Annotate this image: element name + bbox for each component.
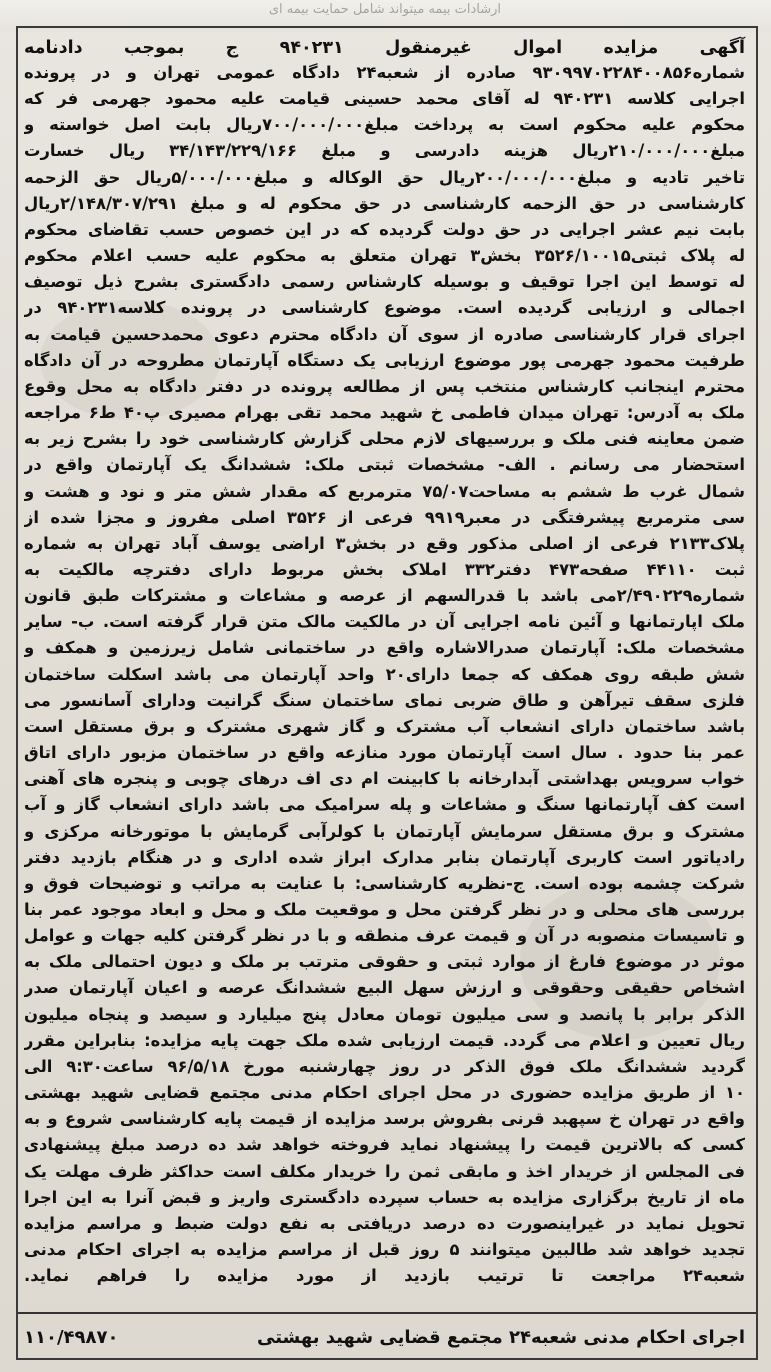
header-word: ج	[225, 38, 239, 58]
body-line: فی المجلس از خریدار اخذ و مابقی ثمن را خریدار مکلف است حداکثر ظرف مهلت یک	[24, 1161, 745, 1181]
body-line: له توسط این اجرا توقیف و بوسیله کارشناس رسمی دادگستری بشرح ذیل توصیف	[24, 272, 745, 292]
body-line: اجرای قرار کارشناسی صادره از سوی آن دادگاه محترم دعوی محمدحسین قیامت به	[24, 324, 745, 344]
header-word: غیرمنقول	[385, 38, 472, 58]
body-line: مشترک و برق مستقل سرمایش آپارتمان با کولرآبی گرمایش با موتورخانه مرکزی و	[24, 821, 745, 841]
ad-header-line	[24, 38, 745, 58]
ad-footer	[24, 1318, 745, 1358]
body-line: تحویل نماید در غیراینصورت ده درصد دریافتی به نفع دولت ضبط و مراسم مزایده	[24, 1213, 745, 1233]
body-line: واقع در تهران خ سپهبد قرنی بفروش برسد مزایده از قیمت پایه کارشناسی شروع و به	[24, 1109, 745, 1129]
body-line: محترم اینجانب کارشناس منتخب پس از مطالعه پرونده در دفتر دادگاه به محل وقوع	[24, 376, 745, 396]
body-line: باشد ساختمان دارای انشعاب آب مشترک و گاز شهری مشترک و برق مستقل است	[24, 716, 745, 736]
body-line: فلزی سقف تیرآهن و طاق ضربی نمای ساختمان سنگ گرانیت ودارای آسانسور می	[24, 690, 745, 710]
body-line: شش طبقه روی همکف که جمعا دارای۲۰ واحد آپارتمان می باشد اسکلت ساختمان	[24, 664, 745, 684]
body-line: بررسی های محلی و در نظر گرفتن محل و موقعیت ملک و محل و ابعاد موجود عمر بنا	[24, 900, 745, 919]
header-word: بموجب	[123, 38, 185, 58]
ad-body-text	[24, 60, 745, 1289]
body-line: است کف آپارتمانها سنگ و مشاعات و پله سرامیک می باشد دارای انشعاب گاز و آب	[24, 795, 745, 815]
footer-code: ۱۱۰/۴۹۸۷۰	[24, 1327, 119, 1348]
body-line: موثر در موضوع فارغ از موارد ثبتی و حقوقی مترتب بر ملک و دیون احتمالی ملک به	[24, 952, 745, 972]
body-line: اجمالی و ارزیابی گردیده است. موضوع کارشناسی در پرونده کلاسه۹۴۰۲۳۱ در	[24, 298, 745, 318]
footer-divider	[18, 1312, 756, 1314]
body-line: و تاسیسات منصوبه در آن و قیمت عرف منطقه و با در نظر گرفتن کلیه جهات و عوامل	[24, 926, 745, 946]
body-line: شماره۹۳۰۹۹۷۰۲۲۸۴۰۰۸۵۶ صادره از شعبه۲۴ دادگاه عمومی تهران و در پرونده	[24, 63, 745, 82]
header-word: مزایده	[603, 38, 659, 58]
body-line: سی مترمربع پیشرفتگی در معبر۹۹۱۹ فرعی از ۳۵۲۶ اصلی مفروز و مجزا شده از	[24, 507, 745, 527]
body-line: تجدید خواهد شد طالبین میتوانند ۵ روز قبل از مراسم مزایده به اجرای احکام مدنی	[24, 1240, 745, 1260]
body-line: کسی که بالاترین قیمت را پیشنهاد نماید فروخته خواهد شد ده درصد مبلغ پیشنهادی	[24, 1135, 745, 1155]
masthead-text: ارشادات بیمه میتواند شامل حمایت بیمه ای	[268, 2, 501, 17]
header-word: ۹۴۰۲۳۱	[279, 38, 344, 58]
body-line: محکوم علیه محکوم است به پرداخت مبلغ۷۰۰/۰۰۰/۰۰۰ریال بابت اصل خواسته و	[24, 115, 745, 135]
body-line: له پلاک ثبتی۳۵۲۶/۱۰۰۱۵ بخش۳ تهران متعلق به محکوم علیه حسب اعلام محکوم	[24, 246, 745, 266]
body-line: الذکر برابر با پانصد و سی میلیون تومان معادل پنج میلیارد و سیصد و پنجاه میلیون	[24, 1004, 745, 1024]
header-word: اموال	[513, 38, 563, 58]
body-line: مشخصات ملک: آپارتمان صدرالاشاره واقع در ساختمانی شامل زیرزمین و همکف و	[24, 638, 745, 658]
body-line: اجرایی کلاسه ۹۴۰۲۳۱ له آقای محمد حسینی قیامت علیه محمود جهرمی فر که	[24, 89, 745, 109]
body-line: شعبه۲۴ مراجعت تا ترتیب بازدید از مورد مزایده را فراهم نماید.	[24, 1266, 745, 1286]
body-line: ثبت ۴۴۱۱۰ صفحه۴۷۳ دفتر۳۳۲ املاک بخش مربوط دارای دفترچه مالکیت به	[24, 559, 745, 579]
body-line: ۱۰ از طریق مزایده حضوری در محل اجرای احکام مدنی مجتمع قضایی شهید بهشتی	[24, 1083, 745, 1103]
footer-signature: اجرای احکام مدنی شعبه۲۴ مجتمع قضایی شهید بهشتی	[257, 1327, 745, 1348]
body-line: تاخیر تادیه و مبلغ۲۰۰/۰۰۰/۰۰۰ریال حق الوکاله و مبلغ۵/۰۰۰/۰۰۰ریال حق الزحمه	[24, 167, 745, 187]
body-line: رادیاتور است کاربری آپارتمان بنابر مدارک ابراز شده اداری و در هنگام بازدید دفتر	[24, 847, 745, 867]
body-line: شرکت چشمه بوده است. ج-نظریه کارشناسی: با عنایت به مراتب و توضیحات فوق و	[24, 873, 745, 893]
body-line: استحضار می رسانم . الف- مشخصات ثبتی ملک: ششدانگ یک آپارتمان واقع در	[24, 455, 745, 475]
body-line: ریال تعیین و اعلام می گردد. قیمت ارزیابی شده ملک جهت پایه مزایده: بنابراین مقرر	[24, 1030, 745, 1050]
body-line: شمال غرب ط ششم به مساحت۷۵/۰۷ مترمربع که مقدار شش متر و نود و هشت و	[24, 481, 745, 501]
body-line: شماره۲/۴۹۰۲۲۹می باشد با قدرالسهم از عرصه و مشاعات و مشترکات طبق قانون	[24, 586, 745, 606]
body-line: خواب سرویس بهداشتی آبدارخانه با کابینت ام دی اف درهای چوبی و پنجره های آهنی	[24, 769, 745, 789]
body-line: ملک اپارتمانها و آئین نامه اجرایی آن در مالکیت مالک متن قرار گرفته است. ب- سایر	[24, 612, 745, 632]
body-line: اشخاص حقیقی وحقوقی و ارزش سهل البیع ششدانگ عرصه و اعیان آپارتمان صدر	[24, 978, 745, 998]
body-line: ضمن معاینه فنی ملک و بررسیهای لازم محلی گزارش کارشناسی خود را بشرح زیر به	[24, 429, 745, 449]
body-line: مبلغ۲۱۰/۰۰۰/۰۰۰ریال هزینه دادرسی و مبلغ ۳۴/۱۴۳/۲۲۹/۱۶۶ ریال خسارت	[24, 141, 745, 161]
body-line: ملک به آدرس: تهران میدان فاطمی خ شهید محمد تقی بهرام مصیری پ۴۰ ط۶ مراجعه	[24, 403, 745, 423]
body-line: عمر بنا حدود . سال است آپارتمان مورد منازعه واقع در ساختمان مزبور دارای اتاق	[24, 743, 745, 763]
body-line: ماه از تاریخ برگزاری مزایده به حساب سپرده دادگستری واریز و قبض آنرا به این اجرا	[24, 1187, 745, 1207]
body-line: بابت نیم عشر اجرایی در حق دولت گردیده که در این خصوص حسب تقاضای محکوم	[24, 219, 745, 239]
body-line: پلاک۲۱۳۳ فرعی از اصلی مذکور وقع در بخش۳ اراضی یوسف آباد تهران به شماره	[24, 533, 745, 553]
body-line: طرفیت محمود جهرمی پور موضوع ارزیابی یک دستگاه آپارتمان مطروحه در آن دادگاه	[24, 350, 745, 370]
header-word: دادنامه	[24, 38, 83, 58]
body-line: گردید ششدانگ ملک فوق الذکر در روز چهارشنبه مورخ ۹۶/۵/۱۸ ساعت۹:۳۰ الی	[24, 1056, 745, 1076]
body-line: کارشناسی در حق الزحمه کارشناسی در حق محکوم له و مبلغ ۲/۱۴۸/۳۰۷/۲۹۱ریال	[24, 193, 745, 213]
header-word: آگهی	[699, 38, 745, 58]
